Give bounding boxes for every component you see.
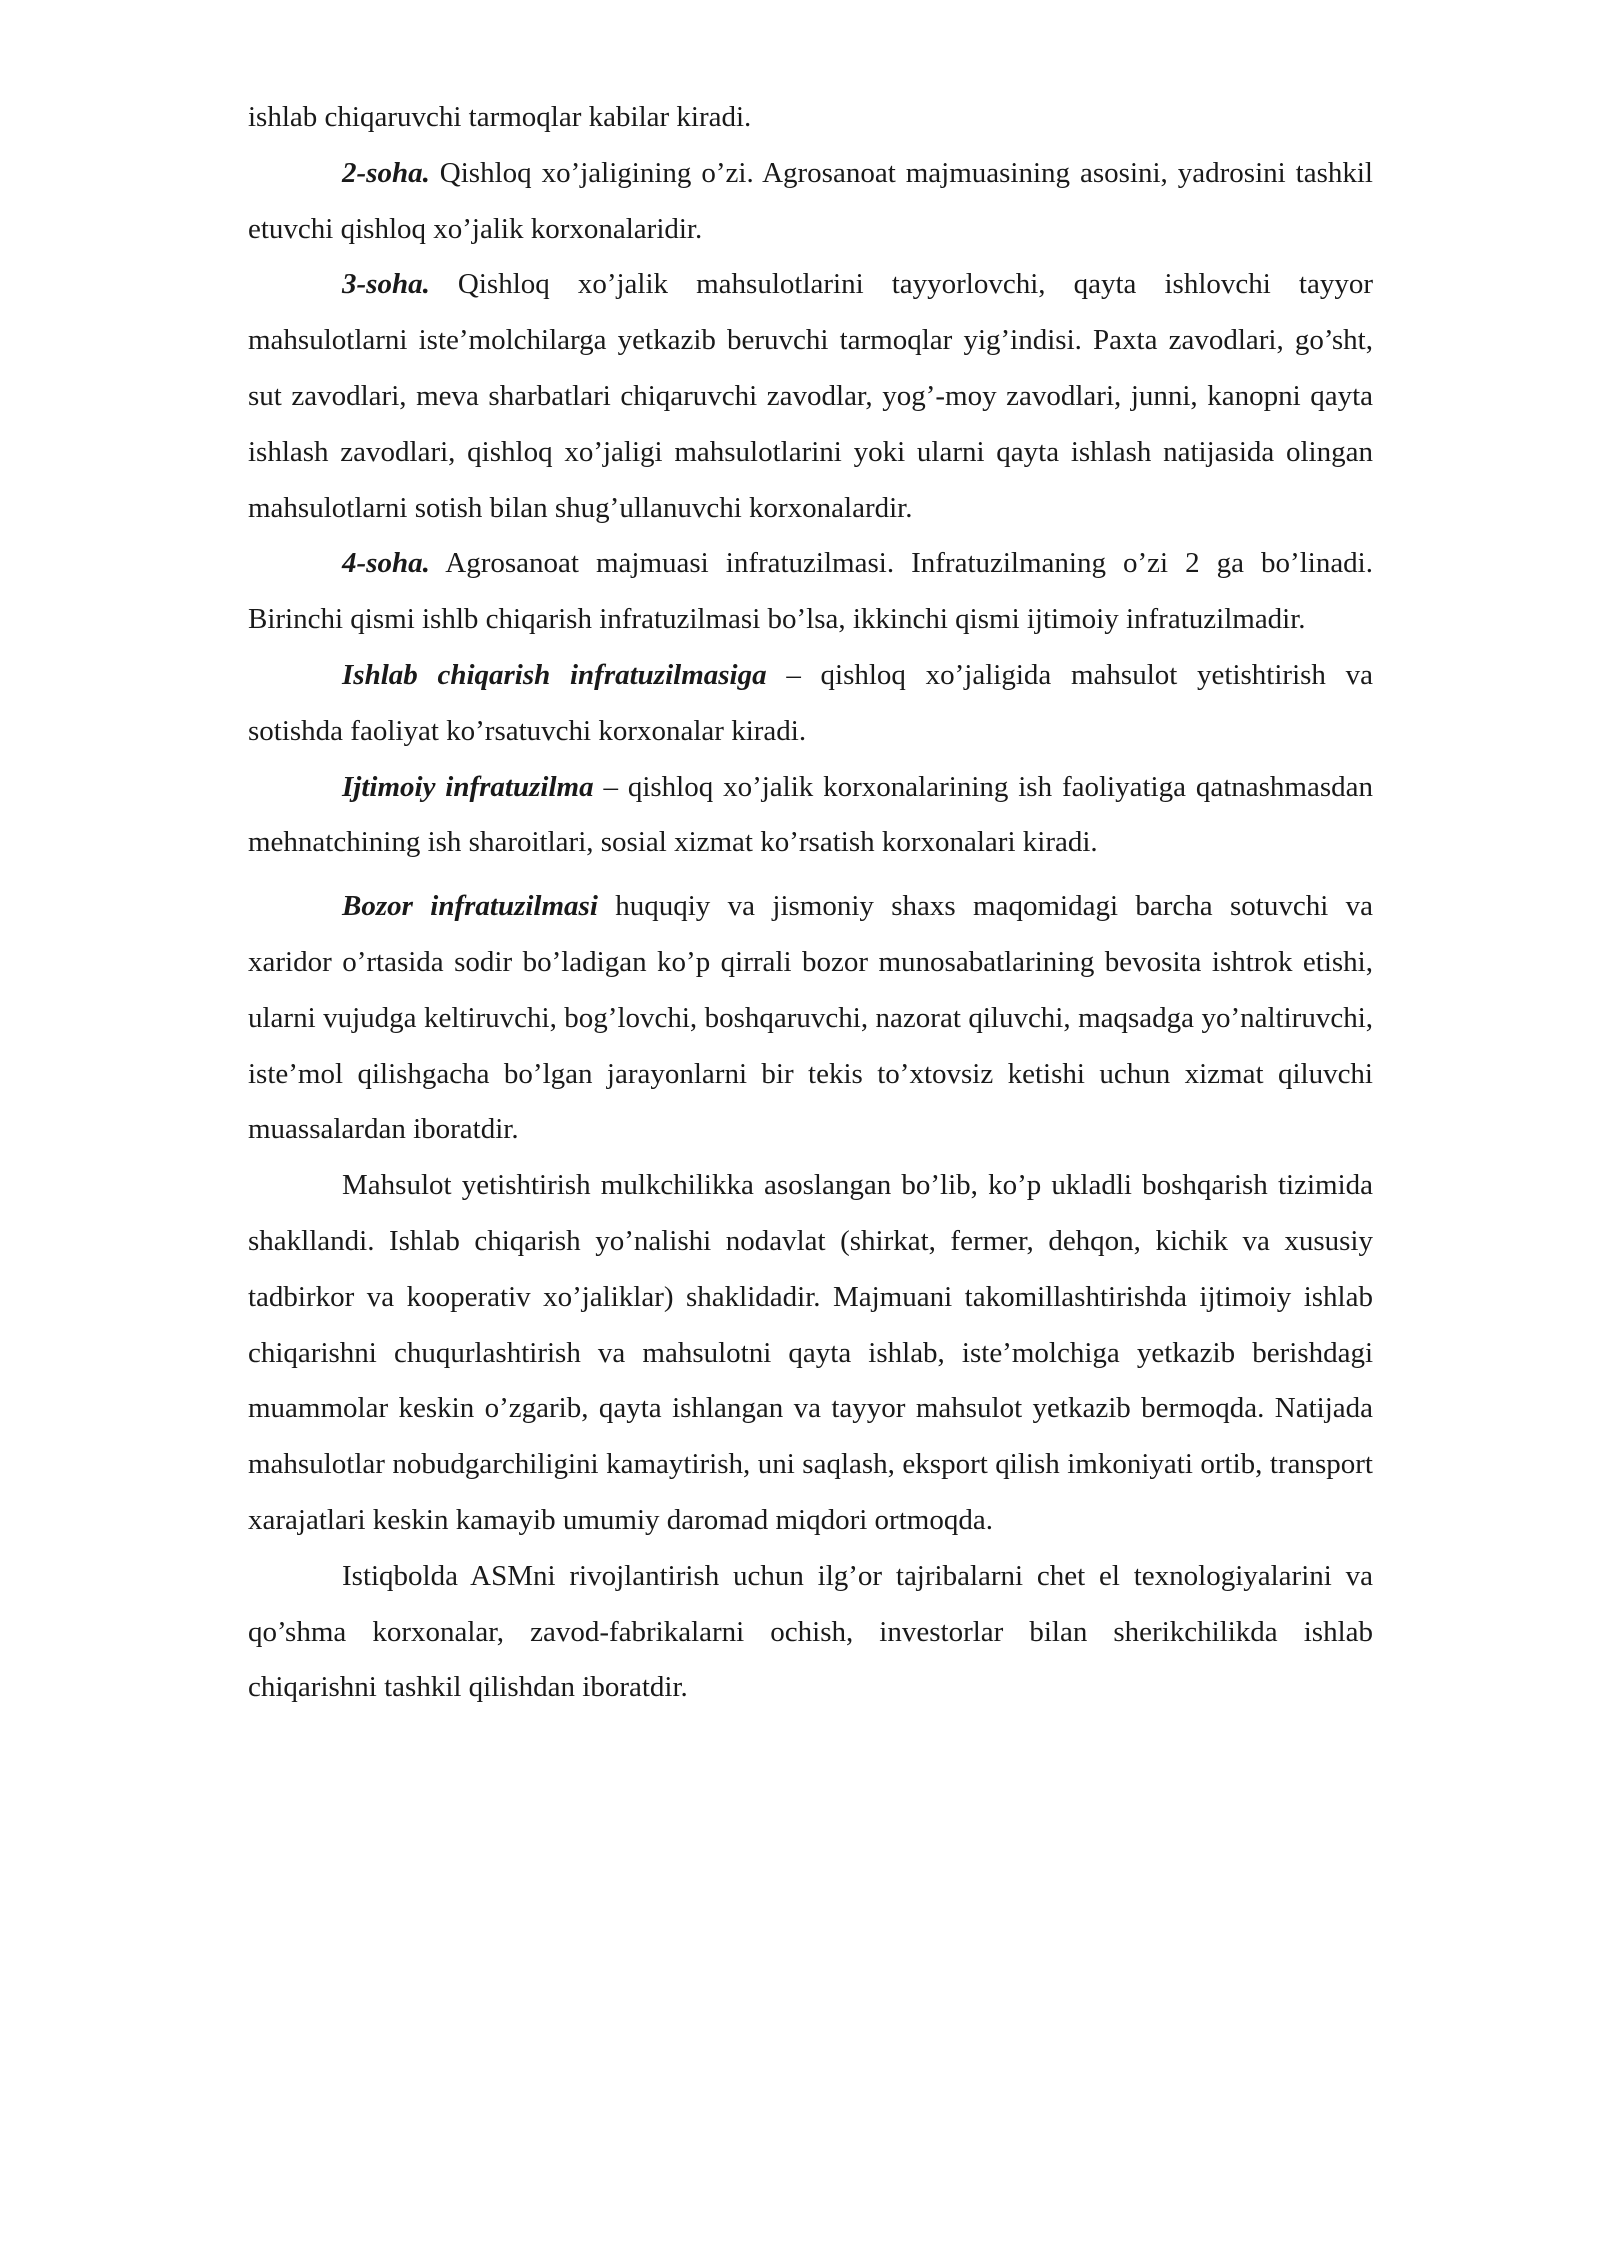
- document-page: [248, 90, 1373, 1716]
- paragraph-lead-term: Ishlab chiqarish infratuzilmasiga: [342, 658, 767, 691]
- paragraph-soha-4: [248, 536, 1373, 648]
- paragraph-lead-term: 2-soha.: [342, 156, 430, 189]
- paragraph-lead-term: 3-soha.: [342, 268, 430, 301]
- paragraph-social-infrastructure: [248, 760, 1373, 872]
- paragraph-text: Mahsulot yetishtirish mulkchilikka asoslangan bo’lib, ko’p ukladli boshqarish tizimida shakllandi. Ishlab chiqarish yo’nalishi nodavlat (shirkat, fermer, dehqon, kichik va xususiy tadbirkor va kooperativ xo’jaliklar) shaklidadir. Majmuani takomillashtirishda ijtimoiy ishlab chiqarishni chuqurlashtirish va mahsulotni qayta ishlab, iste’molchiga yetkazib berishdagi muammolar keskin o’zgarib, qayta ishlangan va tayyor mahsulot yetkazib bermoqda. Natijada mahsulotlar nobudgarchiligini kamaytirish, uni saqlash, eksport qilish imkoniyati ortib, transport xarajatlari keskin kamayib umumiy daromad miqdori ortmoqda.: [248, 1169, 1373, 1536]
- paragraph-text: Agrosanoat majmuasi infratuzilmasi. Infratuzilmaning o’zi 2 ga bo’linadi. Birinchi qismi ishlb chiqarish infratuzilmasi bo’lsa, ikkinchi qismi ijtimoiy infratuzilmadir.: [248, 547, 1373, 636]
- paragraph-text: Istiqbolda ASMni rivojlantirish uchun ilg’or tajribalarni chet el texnologiyalarini va qo’shma korxonalar, zavod-fabrikalarni ochish, investorlar bilan sherikchilikda ishlab chiqarishni tashkil qilishdan iboratdir.: [248, 1559, 1373, 1704]
- paragraph-production-system: [248, 1158, 1373, 1549]
- paragraph-text: – qishloq xo’jaligida mahsulot yetishtirish va sotishda faoliyat ko’rsatuvchi korxonalar kiradi.: [248, 658, 1373, 747]
- paragraph-text: ishlab chiqaruvchi tarmoqlar kabilar kiradi.: [248, 101, 752, 133]
- paragraph-continuation: [248, 90, 1373, 146]
- paragraph-text: Qishloq xo’jalik mahsulotlarini tayyorlovchi, qayta ishlovchi tayyor mahsulotlarni iste’molchilarga yetkazib beruvchi tarmoqlar yig’indisi. Paxta zavodlari, go’sht, sut zavodlari, meva sharbatlari chiqaruvchi zavodlar, yog’-moy zavodlari, junni, kanopni qayta ishlash zavodlari, qishloq xo’jaligi mahsulotlarini yoki ularni qayta ishlash natijasida olingan mahsulotlarni sotish bilan shug’ullanuvchi korxonalardir.: [248, 268, 1373, 524]
- paragraph-text: – qishloq xo’jalik korxonalarining ish faoliyatiga qatnashmasdan mehnatchining ish sharoitlari, sosial xizmat ko’rsatish korxonalari kiradi.: [248, 770, 1373, 859]
- paragraph-outlook: [248, 1549, 1373, 1716]
- paragraph-text: huquqiy va jismoniy shaxs maqomidagi barcha sotuvchi va xaridor o’rtasida sodir bo’ladigan ko’p qirrali bozor munosabatlarining bevosita ishtrok etishi, ularni vujudga keltiruvchi, bog’lovchi, boshqaruvchi, nazorat qiluvchi, maqsadga yo’naltiruvchi, iste’mol qilishgacha bo’lgan jarayonlarni bir tekis to’xtovsiz ketishi uchun xizmat qiluvchi muassalardan iboratdir.: [248, 890, 1373, 1146]
- paragraph-soha-3: [248, 257, 1373, 536]
- paragraph-soha-2: [248, 146, 1373, 258]
- paragraph-lead-term: 4-soha.: [342, 547, 430, 580]
- paragraph-lead-term: Ijtimoiy infratuzilma: [342, 770, 594, 803]
- paragraph-lead-term: Bozor infratuzilmasi: [342, 890, 598, 923]
- paragraph-production-infrastructure: [248, 648, 1373, 760]
- paragraph-text: Qishloq xo’jaligining o’zi. Agrosanoat majmuasining asosini, yadrosini tashkil etuvchi qishloq xo’jalik korxonalaridir.: [248, 156, 1373, 245]
- paragraph-market-infrastructure: [248, 879, 1373, 1158]
